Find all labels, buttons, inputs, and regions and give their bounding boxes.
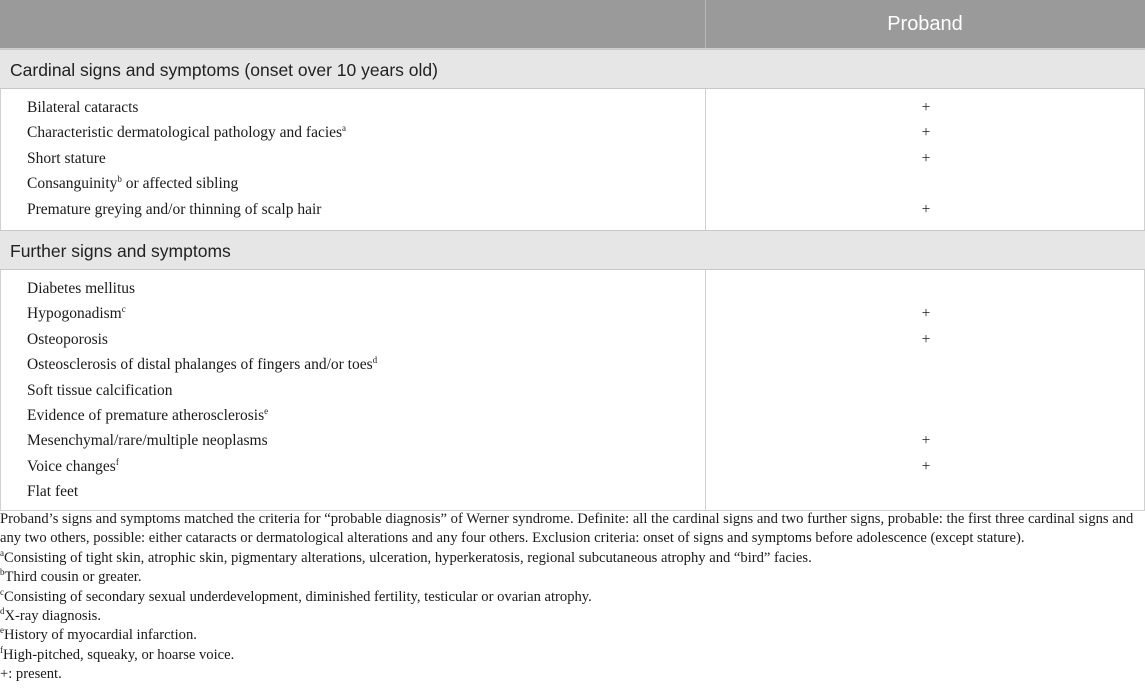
header-proband: Proband [887, 13, 963, 35]
footnote-mark: f [115, 456, 119, 467]
section-further-rows [0, 270, 1145, 512]
table-row [1, 301, 1144, 326]
footnote-mark: d [372, 355, 378, 366]
table-row [1, 454, 1144, 479]
row-value: + [921, 305, 931, 323]
row-label: Osteosclerosis of distal phalanges of fingers and/or toes$^d$ [27, 355, 378, 374]
row-value: + [921, 330, 931, 348]
row-label: Soft tissue calcification [27, 381, 173, 399]
footnote-mark: e [264, 405, 269, 416]
table-row [1, 327, 1144, 352]
row-label: Characteristic dermatological pathology and facies$^a$ [27, 123, 347, 142]
row-label: Bilateral cataracts [27, 99, 139, 116]
table-notes [0, 510, 1145, 685]
row-label: Short stature [27, 149, 106, 167]
row-value: + [921, 99, 931, 116]
table-caption-note: Proband’s signs and symptoms matched the criteria for “probable diagnosis” of Werner syndrome. Definite: all the cardinal signs and two further signs, probable: the first three cardinal signs and any two others, possible: either cataracts or dermatological alterations and any four others. Exclusion criteria: onset of signs and symptoms before adolescence (except stature). [0, 511, 1134, 547]
footnote-b: $^b$Third cousin or greater. [0, 567, 142, 586]
table-header [0, 0, 1145, 49]
table-row [1, 352, 1144, 377]
table-row [1, 428, 1144, 453]
header-label-column [0, 0, 706, 48]
footnote-mark: c [121, 304, 126, 315]
table-row [1, 479, 1144, 504]
legend-note: +: present. [0, 666, 62, 683]
footnote-mark: a [342, 123, 347, 134]
table-row [1, 403, 1144, 428]
row-label: Voice changes$^f$ [27, 456, 119, 475]
table-row [1, 378, 1144, 403]
row-value: + [921, 149, 931, 167]
footnote-d: $^d$X-ray diagnosis. [0, 606, 101, 625]
row-label: Evidence of premature atherosclerosis$^e$ [27, 405, 269, 424]
table-row [1, 95, 1144, 120]
footnote-a: $^a$Consisting of tight skin, atrophic skin, pigmentary alterations, ulceration, hyperkeratosis, regional subcutaneous atrophy and “bird” facies. [0, 547, 812, 566]
row-value: + [921, 457, 931, 475]
row-label: Osteoporosis [27, 330, 108, 348]
table-row [1, 197, 1144, 222]
row-label: Consanguinity$^b$ or affected sibling [27, 174, 239, 193]
row-label: Hypogonadism$^c$ [27, 304, 126, 323]
table-row [1, 171, 1144, 196]
section-cardinal-title: Cardinal signs and symptoms (onset over 10 years old) [0, 49, 1145, 89]
row-label: Flat feet [27, 483, 79, 501]
table-row [1, 120, 1144, 145]
row-value: + [921, 124, 931, 142]
table-row [1, 276, 1144, 301]
section-cardinal-rows [0, 89, 1145, 230]
row-label: Diabetes mellitus [27, 279, 136, 297]
row-label: Premature greying and/or thinning of scalp hair [27, 200, 322, 218]
row-value: + [921, 200, 931, 218]
table-row [1, 146, 1144, 171]
footnote-c: $^c$Consisting of secondary sexual underdevelopment, diminished fertility, testicular or ovarian atrophy. [0, 586, 592, 605]
section-further-title: Further signs and symptoms [0, 230, 1145, 270]
row-value: + [921, 432, 931, 450]
footnote-f: $^f$High-pitched, squeaky, or hoarse voice. [0, 644, 235, 663]
row-label: Mesenchymal/rare/multiple neoplasms [27, 432, 268, 450]
footnote-mark: b [117, 174, 122, 185]
footnote-e: $^e$History of myocardial infarction. [0, 625, 197, 644]
